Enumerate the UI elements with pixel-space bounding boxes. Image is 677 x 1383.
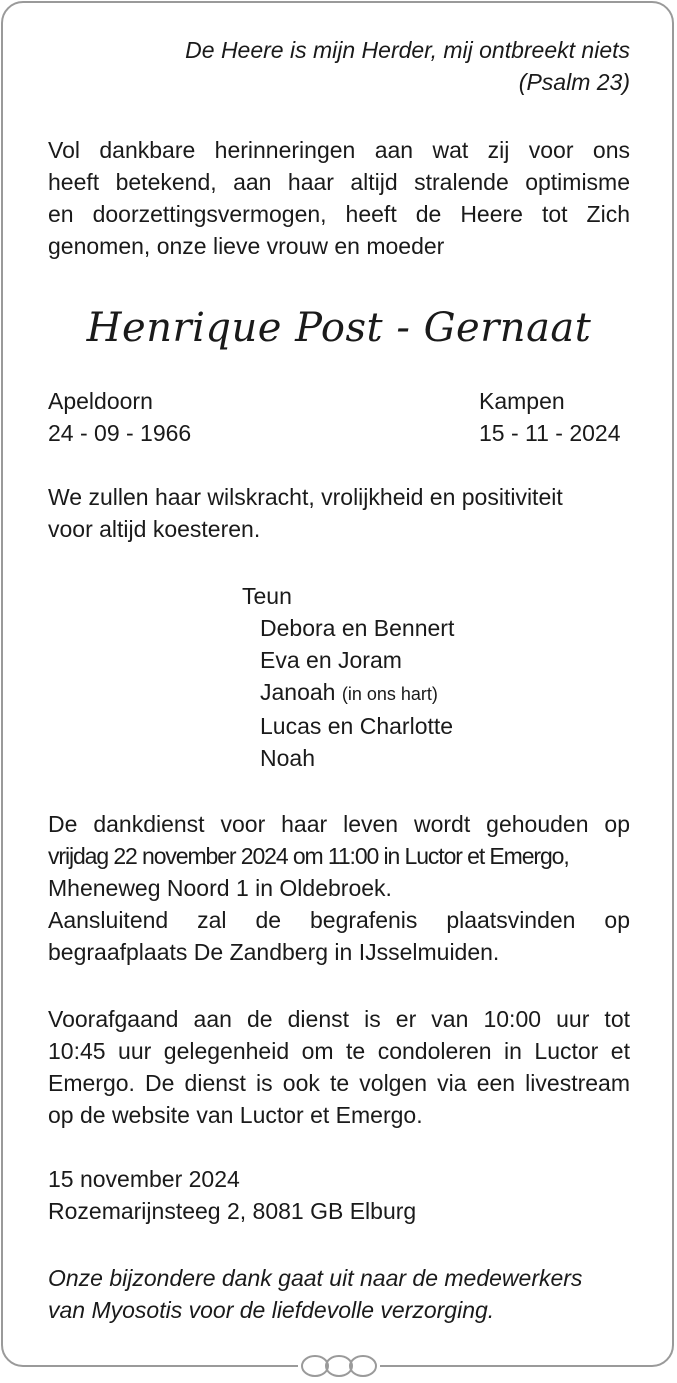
family-member-note: (in ons hart) [341, 684, 438, 704]
service-line: begraafplaats De Zandberg in IJsselmuiden. [48, 939, 500, 965]
condolence-line: Voorafgaand aan de dienst is er van 10:00 uur tot [48, 1006, 630, 1032]
family-member [242, 612, 454, 644]
family-member [242, 676, 454, 710]
intro-line: Vol dankbare herinneringen aan wat zij voor ons [48, 137, 630, 163]
service-line: vrijdag 22 november 2024 om 11:00 in Luctor et Emergo, [48, 843, 569, 869]
thanks-line: Onze bijzondere dank gaat uit naar de medewerkers [48, 1265, 583, 1291]
birth-place: Apeldoorn [48, 388, 153, 414]
family-list [242, 580, 454, 774]
spouse-name: Teun [242, 583, 292, 609]
service-line: Mheneweg Noord 1 in Oldebroek. [48, 875, 392, 901]
intro-line: genomen, onze lieve vrouw en moeder [48, 233, 445, 259]
condolence-line: 10:45 uur gelegenheid om te condoleren in Luctor et [48, 1038, 630, 1064]
service-line: De dankdienst voor haar leven wordt gehouden op [48, 811, 630, 837]
condolence-line: op de website van Luctor et Emergo. [48, 1102, 423, 1128]
announcement-date: 15 november 2024 [48, 1166, 240, 1192]
tribute-line: We zullen haar wilskracht, vrolijkheid en positiviteit [48, 484, 563, 510]
service-line: Aansluitend zal de begrafenis plaatsvinden op [48, 907, 630, 933]
correspondence-address [48, 1163, 630, 1227]
family-member-name: Noah [260, 745, 315, 771]
birth-info [48, 385, 191, 449]
thanks-line: van Myosotis voor de liefdevolle verzorging. [48, 1297, 495, 1323]
deceased-name: Henrique Post - Gernaat [86, 305, 592, 351]
family-member-name: Debora en Bennert [260, 615, 455, 641]
birth-date: 24 - 09 - 1966 [48, 420, 192, 446]
service-paragraph [48, 808, 630, 968]
verse-text: De Heere is mijn Herder, mij ontbreekt niets [185, 37, 630, 63]
family-member [242, 742, 454, 774]
thanks-paragraph [48, 1262, 630, 1326]
condolence-line: Emergo. De dienst is ook te volgen via een livestream [48, 1070, 630, 1096]
family-member-name: Lucas en Charlotte [260, 713, 454, 739]
street-address: Rozemarijnsteeg 2, 8081 GB Elburg [48, 1198, 417, 1224]
family-member-name: Eva en Joram [260, 647, 402, 673]
family-member-name: Janoah [260, 679, 336, 705]
tribute-paragraph [48, 481, 630, 545]
death-place: Kampen [479, 388, 565, 414]
intro-line: heeft betekend, aan haar altijd stralende optimisme [48, 169, 630, 195]
condolence-paragraph [48, 1003, 630, 1131]
tribute-line: voor altijd koesteren. [48, 516, 261, 542]
family-member [242, 710, 454, 742]
death-date: 15 - 11 - 2024 [479, 420, 621, 446]
verse-reference: (Psalm 23) [518, 69, 630, 95]
intro-line: en doorzettingsvermogen, heeft de Heere tot Zich [48, 201, 630, 227]
intro-paragraph [48, 134, 630, 262]
family-member [242, 644, 454, 676]
bible-verse [48, 34, 630, 98]
death-info [479, 385, 621, 449]
triple-ring-ornament-icon [298, 1354, 380, 1378]
